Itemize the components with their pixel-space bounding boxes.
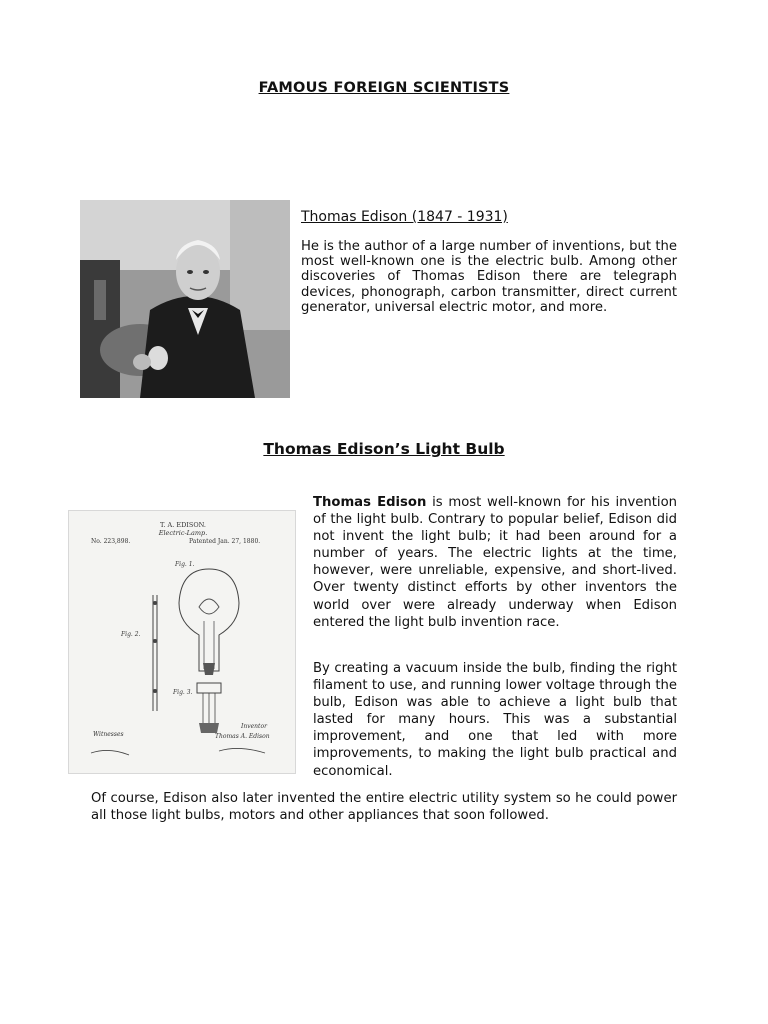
- light-bulb-paragraph-1: [313, 494, 677, 631]
- bio-heading: Thomas Edison (1847 - 1931): [301, 209, 508, 225]
- paragraph-1-bold-name: Thomas Edison: [313, 495, 427, 510]
- patent-inventor: T. A. EDISON.: [160, 521, 206, 529]
- edison-portrait-image: [80, 200, 290, 398]
- page-title: FAMOUS FOREIGN SCIENTISTS: [258, 80, 510, 96]
- patent-witnesses: Witnesses: [93, 731, 124, 738]
- patent-inventor-label: Inventor: [241, 723, 267, 730]
- bio-paragraph: He is the author of a large number of inventions, but the most well-known one is the electric bulb. Among other discoveries of Thomas Edison there are telegraph devices, phonograph, carbon transmitter, direct current generator, universal electric motor, and more.: [301, 239, 677, 315]
- closing-paragraph: Of course, Edison also later invented the entire electric utility system so he could power all those light bulbs, motors and other appliances that soon followed.: [91, 791, 677, 824]
- patent-fig3-label: Fig. 3.: [173, 689, 193, 696]
- patent-signature: Thomas A. Edison: [215, 733, 270, 740]
- patent-device: Electric-Lamp.: [158, 529, 208, 537]
- patent-fig2-label: Fig. 2.: [121, 631, 141, 638]
- portrait-illustration: [80, 200, 290, 398]
- section-heading: Thomas Edison’s Light Bulb: [263, 440, 505, 458]
- patent-date: Patented Jan. 27, 1880.: [189, 538, 261, 545]
- patent-drawing-image: [68, 510, 296, 774]
- patent-fig1-label: Fig. 1.: [175, 561, 195, 568]
- light-bulb-paragraph-2: By creating a vacuum inside the bulb, finding the right filament to use, and running lower voltage through the bulb, Edison was able to achieve a light bulb that lasted for many hours. This was a substantial improvement, and one that led with more improvements, to making the light bulb practical and economical.: [313, 661, 677, 779]
- light-bulb-patent-sketch: [69, 511, 296, 774]
- paragraph-1-text: is most well-known for his invention of the light bulb. Contrary to popular belief, Edison did not invent the light bulb; it had been around for a number of years. The electric lights at the time, however, were unreliable, expensive, and short-lived. Over twenty distinct efforts by other inventors the world over were already underway when Edison entered the light bulb invention race.: [313, 495, 678, 630]
- patent-number: No. 223,898.: [91, 538, 131, 545]
